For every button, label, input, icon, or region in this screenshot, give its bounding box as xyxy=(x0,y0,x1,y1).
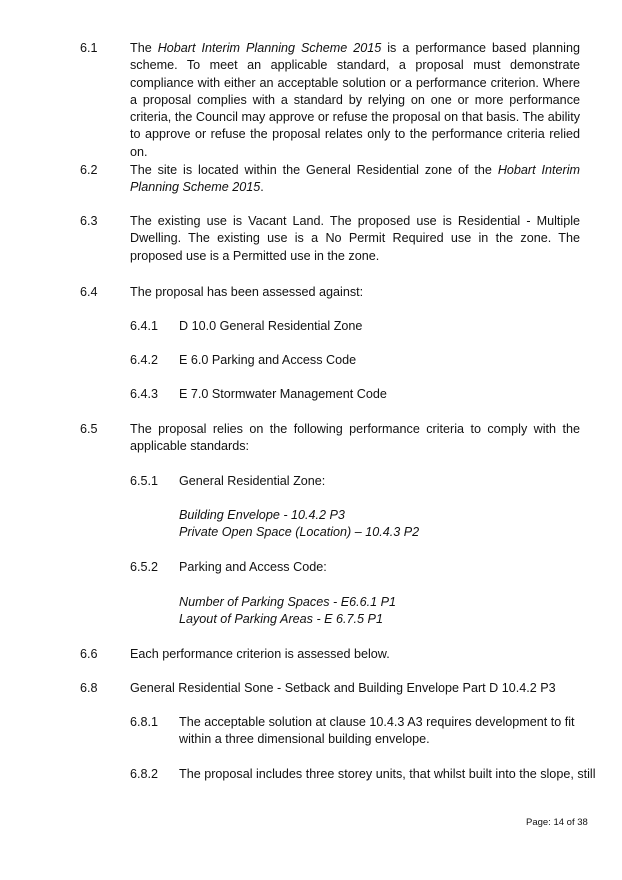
section-text: General Residential Sone - Setback and Building Envelope Part D 10.4.2 P3 xyxy=(130,681,556,695)
criterion-item: Number of Parking Spaces - E6.6.1 P1 xyxy=(179,595,397,609)
criterion-item: Private Open Space (Location) – 10.4.3 P2 xyxy=(179,525,420,540)
scheme-name: Hobart Interim Planning Scheme 2015 xyxy=(157,41,382,55)
section-number: 6.2 xyxy=(80,163,98,177)
section-text: The proposal relies on the following performance criteria to comply with the applicable standards: xyxy=(130,422,580,454)
scheme-name: Hobart Interim Planning Scheme 2015 xyxy=(130,163,580,195)
subsection-number: 6.5.2 xyxy=(130,560,159,574)
section-number: 6.1 xyxy=(80,41,98,55)
subsection-text: General Residential Zone: xyxy=(179,474,326,488)
subsection-text: The proposal includes three storey units, that whilst built into the slope, still xyxy=(179,767,596,781)
section-text: The existing use is Vacant Land. The proposed use is Residential - Multiple Dwelling. The existing use is a No Permit Required use in the zone. The proposed use is a Permitted use in the zone. xyxy=(130,214,580,263)
section-number: 6.8 xyxy=(80,681,98,695)
subsection-number: 6.4.3 xyxy=(130,387,159,401)
section-number: 6.6 xyxy=(80,647,98,661)
subsection-number: 6.5.1 xyxy=(130,474,159,488)
section-number: 6.3 xyxy=(80,214,98,228)
section-text: The proposal has been assessed against: xyxy=(130,285,364,299)
criteria-list xyxy=(179,507,559,542)
subsection-text: Parking and Access Code: xyxy=(179,560,327,574)
subsection-text: The acceptable solution at clause 10.4.3 A3 requires development to fit within a three dimensional building envelope. xyxy=(179,715,575,747)
criterion-item: Building Envelope - 10.4.2 P3 xyxy=(179,508,345,522)
subsection-number: 6.8.2 xyxy=(130,767,159,781)
section-text: Each performance criterion is assessed below. xyxy=(130,647,390,661)
criteria-list xyxy=(179,594,559,629)
section-text: The Hobart Interim Planning Scheme 2015 is a performance based planning scheme. To meet an applicable standard, a proposal must demonstrate compliance with either an acceptable solution or a performance criterion. Where a proposal complies with a standard by relying on one or more performance criteria, the Council may approve or refuse the proposal on that basis. The ability to approve or refuse the proposal relates only to the performance criteria relied on. xyxy=(130,41,580,159)
criterion-item: Layout of Parking Areas - E 6.7.5 P1 xyxy=(179,612,383,627)
subsection-text: E 6.0 Parking and Access Code xyxy=(179,353,357,367)
section-text: The site is located within the General Residential zone of the Hobart Interim Planning Scheme 2015. xyxy=(130,163,580,195)
section-number: 6.4 xyxy=(80,285,98,299)
page-number: Page: 14 of 38 xyxy=(526,817,588,828)
section-number: 6.5 xyxy=(80,422,98,436)
subsection-text: E 7.0 Stormwater Management Code xyxy=(179,387,387,401)
subsection-number: 6.4.1 xyxy=(130,319,159,333)
subsection-number: 6.8.1 xyxy=(130,715,159,729)
subsection-number: 6.4.2 xyxy=(130,353,159,367)
subsection-text: D 10.0 General Residential Zone xyxy=(179,319,363,333)
